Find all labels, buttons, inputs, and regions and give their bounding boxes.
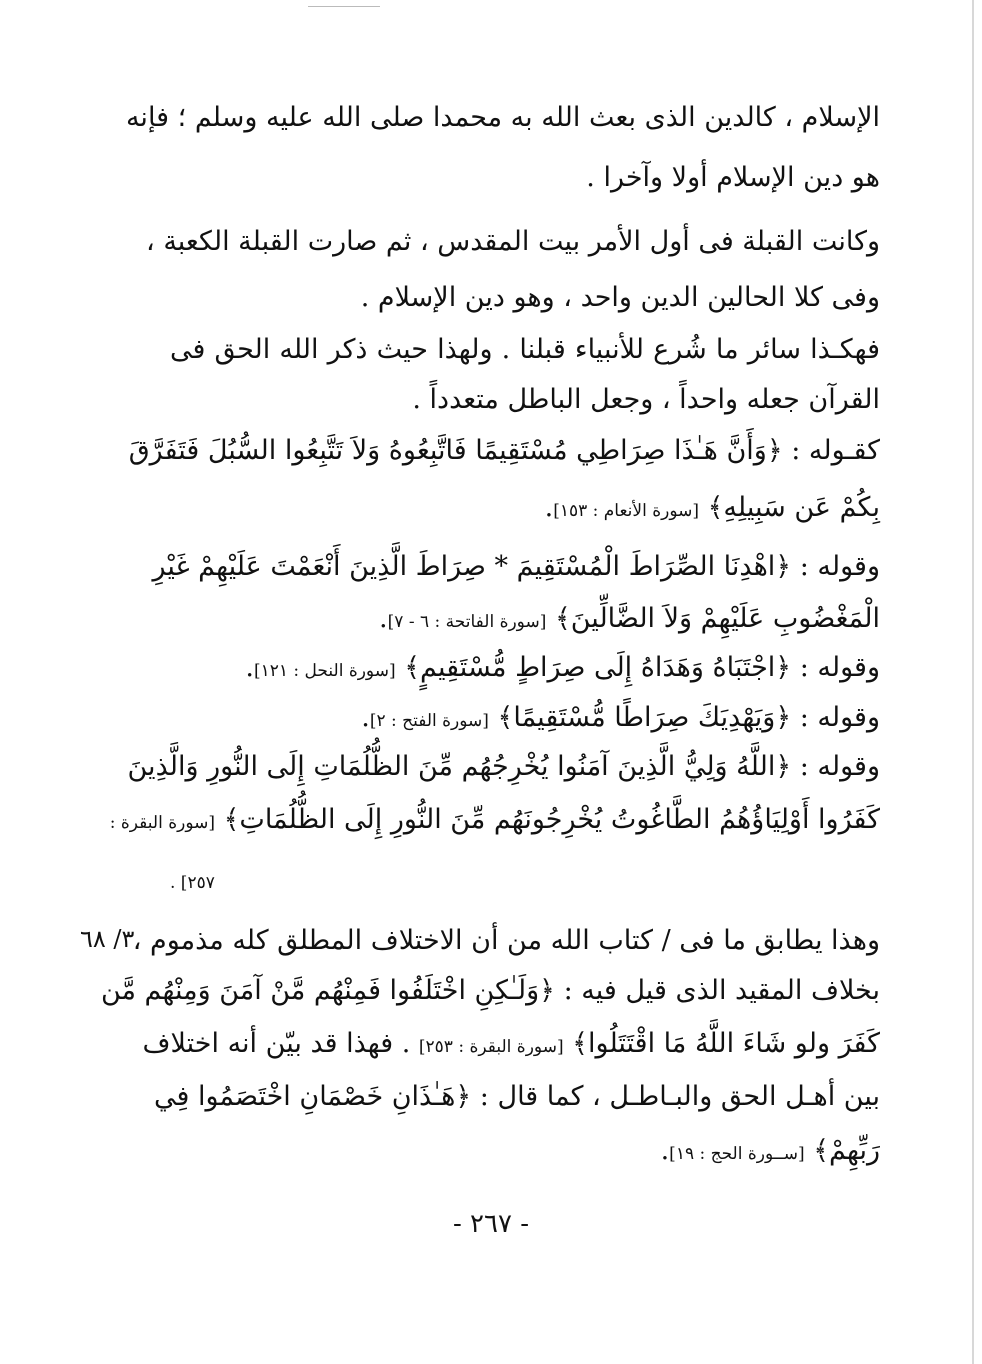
verse-reference: [سورة الفاتحة : ٦ - ٧] — [387, 612, 547, 632]
text-line — [110, 800, 880, 843]
quran-verse: وقوله : ﴿وَيَهْدِيَكَ صِرَاطًا مُّسْتَقِيمًا﴾ — [497, 702, 880, 733]
line-tail: . — [544, 492, 554, 523]
text-line — [142, 1024, 880, 1067]
text-line — [586, 158, 880, 198]
line-tail: . — [245, 652, 254, 683]
quran-verse: وقوله : ﴿اللَّهُ وَلِيُّ الَّذِينَ آمَنُوا يُخْرِجُهُم مِّنَ الظُّلُمَاتِ إِلَى النُّورِ وَالَّذِينَ — [127, 751, 880, 782]
text-line — [545, 488, 880, 531]
text-line — [361, 278, 880, 318]
verse-reference: [سورة الأنعام : ١٥٣] — [553, 501, 700, 521]
text-line — [100, 971, 880, 1011]
text-line — [132, 921, 880, 961]
text-line — [152, 547, 880, 587]
verse-reference: ٢٥٧] . — [170, 873, 215, 893]
line-tail: . — [660, 1135, 670, 1166]
line-text: فهكـذا سائر ما شُرع للأنبياء قبلنا . ولهذا حيث ذكر الله الحق فى — [170, 334, 880, 365]
page-number: - ٢٦٧ - — [452, 1209, 530, 1239]
verse-reference: [سورة النحل : ١٢١] — [253, 661, 396, 681]
verse-reference: [سورة الفتح : ٢] — [369, 711, 489, 731]
scan-mark — [308, 6, 380, 7]
text-line — [245, 648, 880, 691]
quran-verse: بين أهـل الحق والبـاطـل ، كما قال : ﴿هَـٰذَانِ خَصْمَانِ اخْتَصَمُوا فِي — [153, 1081, 880, 1112]
text-line — [127, 747, 880, 787]
line-text: الإسلام ، كالدين الذى بعث الله به محمدا صلى الله عليه وسلم ؛ فإنه — [125, 102, 880, 133]
text-line — [379, 599, 880, 642]
quran-verse: كقـوله : ﴿وَأَنَّ هَـٰذَا صِرَاطِي مُسْتَقِيمًا فَاتَّبِعُوهُ وَلاَ تَتَّبِعُوا السُّبُلَ فَتَفَرَّقَ — [128, 435, 880, 466]
text-line — [153, 1077, 880, 1117]
quran-verse: وقوله : ﴿اهْدِنَا الصِّرَاطَ الْمُسْتَقِيمَ * صِرَاطَ الَّذِينَ أَنْعَمْتَ عَلَيْهِمْ غَيْرِ — [152, 551, 880, 582]
quran-verse: وقوله : ﴿اجْتَبَاهُ وَهَدَاهُ إِلَى صِرَاطٍ مُّسْتَقِيمٍ﴾ — [404, 652, 880, 683]
line-text: هو دين الإسلام أولا وآخرا . — [586, 162, 880, 193]
verse-reference: [ســورة الحج : ١٩] — [669, 1144, 805, 1164]
quran-verse: رَبِّهِمْ﴾ — [813, 1135, 880, 1166]
text-line — [170, 860, 215, 903]
scan-edge — [972, 0, 974, 1364]
line-text: القرآن جعله واحداً ، وجعل الباطل متعدداً . — [412, 384, 880, 415]
quran-verse: بخلاف المقيد الذى قيل فيه : ﴿وَلَـٰكِنِ اخْتَلَفُوا فَمِنْهُم مَّنْ آمَنَ وَمِنْهُم مَّن — [100, 975, 880, 1006]
verse-reference: [سورة البقرة : — [109, 813, 215, 833]
line-text: وفى كلا الحالين الدين واحد ، وهو دين الإسلام . — [360, 282, 880, 313]
text-line — [128, 431, 880, 471]
text-line — [146, 222, 880, 262]
quran-verse: كَفَرُوا أَوْلِيَاؤُهُمُ الطَّاغُوتُ يُخْرِجُونَهُم مِّنَ النُّورِ إِلَى الظُّلُمَاتِ﴾ — [223, 804, 880, 835]
quran-verse: كَفَرَ ولو شَاءَ اللَّهُ مَا اقْتَتَلُوا﴾ — [572, 1028, 880, 1059]
text-line — [661, 1131, 880, 1174]
line-text: وهذا يطابق ما فى / كتاب الله من أن الاختلاف المطلق كله مذموم ، — [132, 925, 880, 956]
text-line — [412, 380, 880, 420]
text-line — [170, 330, 880, 370]
line-tail: . فهذا قد بيّن أنه اختلاف — [142, 1028, 411, 1059]
margin-reference: ٣/ ٦٨ — [80, 925, 135, 953]
quran-verse: الْمَغْضُوبِ عَلَيْهِمْ وَلاَ الضَّالِّينَ﴾ — [554, 603, 880, 634]
text-line — [361, 698, 880, 741]
verse-reference: [سورة البقرة : ٢٥٣] — [418, 1037, 564, 1057]
quran-verse: بِكُمْ عَن سَبِيلِهِ﴾ — [707, 492, 880, 523]
line-tail: . — [361, 702, 370, 733]
line-tail: . — [379, 603, 388, 634]
line-text: وكانت القبلة فى أول الأمر بيت المقدس ، ثم صارت القبلة الكعبة ، — [146, 226, 880, 257]
text-line — [125, 98, 880, 138]
